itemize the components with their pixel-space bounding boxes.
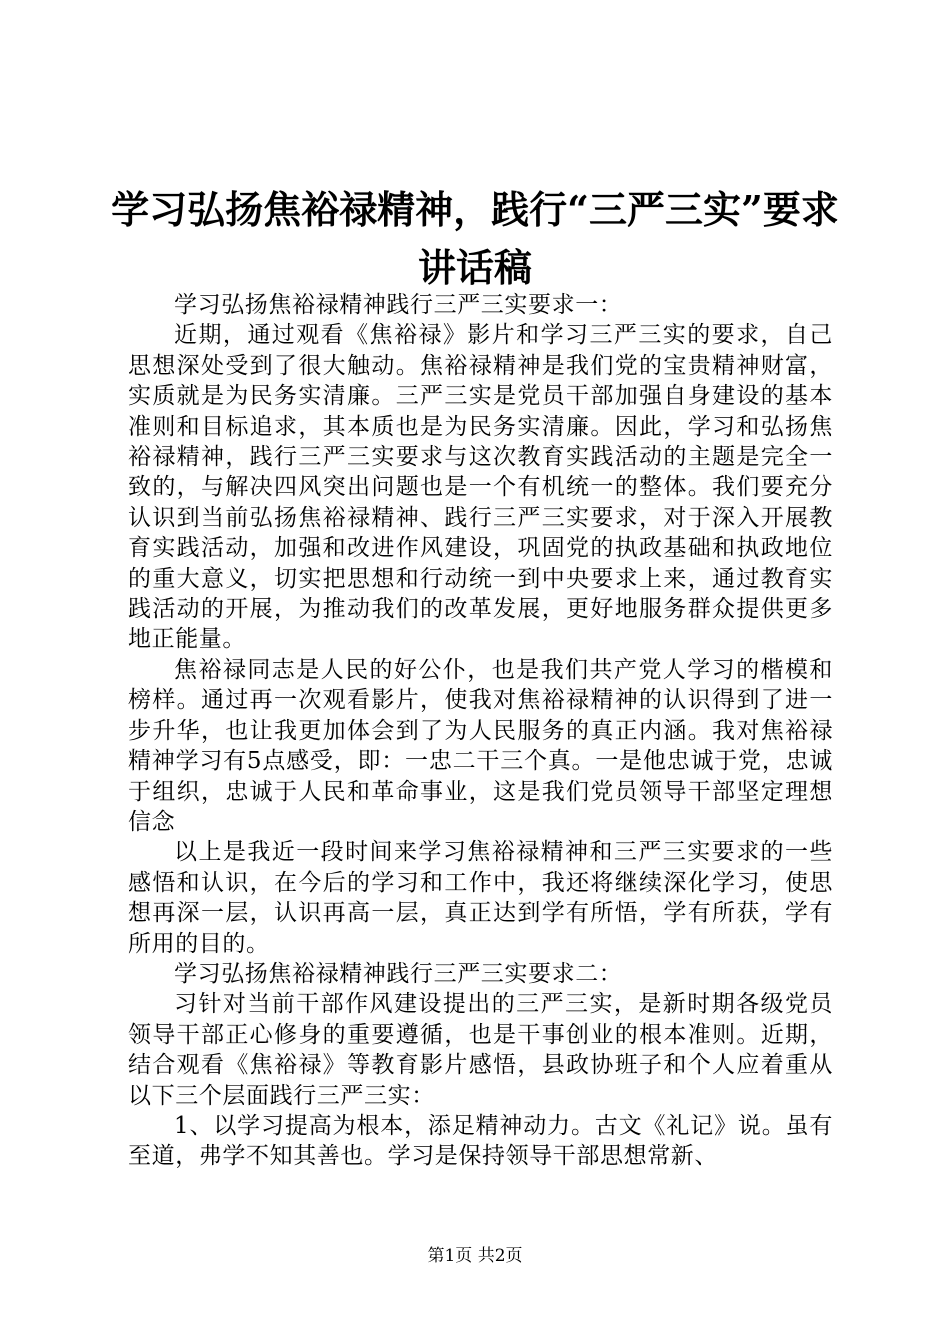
body-paragraph: 习针对当前干部作风建设提出的三严三实，是新时期各级党员领导干部正心修身的重要遵循，也是干事创业的根本准则。近期，结合观看《焦裕禄》等教育影片感悟，县政协班子和个人应着重从以下三个层面践行三严三实： <box>128 991 833 1109</box>
section-heading-2: 学习弘扬焦裕禄精神践行三严三实要求二： <box>174 960 623 987</box>
document-body <box>128 290 833 1172</box>
body-paragraph: 1、以学习提高为根本，添足精神动力。古文《礼记》说。虽有至道，弗学不知其善也。学习是保持领导干部思想常新、 <box>128 1112 833 1170</box>
section-heading-1: 学习弘扬焦裕禄精神践行三严三实要求一： <box>174 292 623 318</box>
document-title-line-1: 学习弘扬焦裕禄精神，践行“三严三实”要求 <box>111 187 839 232</box>
body-paragraph: 以上是我近一段时间来学习焦裕禄精神和三严三实要求的一些感悟和认识，在今后的学习和工作中，我还将继续深化学习，使思想再深一层，认识再高一层，真正达到学有所悟，学有所获，学有所用的目的。 <box>128 839 833 957</box>
page-number-footer: 第1页 共2页 <box>427 1246 523 1266</box>
body-paragraph: 近期，通过观看《焦裕禄》影片和学习三严三实的要求，自己思想深处受到了很大触动。焦裕禄精神是我们党的宝贵精神财富，实质就是为民务实清廉。三严三实是党员干部加强自身建设的基本准则和目标追求，其本质也是为民务实清廉。因此，学习和弘扬焦裕禄精神，践行三严三实要求与这次教育实践活动的主题是完全一致的，与解决四风突出问题也是一个有机统一的整体。我们要充分认识到当前弘扬焦裕禄精神、践行三严三实要求，对于深入开展教育实践活动，加强和改进作风建设，巩固党的执政基础和执政地位的重大意义，切实把思想和行动统一到中央要求上来，通过教育实践活动的开展，为推动我们的改革发展，更好地服务群众提供更多地正能量。 <box>128 322 833 653</box>
document-title-line-2: 讲话稿 <box>417 245 532 290</box>
body-paragraph: 焦裕禄同志是人民的好公仆，也是我们共产党人学习的楷模和榜样。通过再一次观看影片，使我对焦裕禄精神的认识得到了进一步升华，也让我更加体会到了为人民服务的真正内涵。我对焦裕禄精神学习有5点感受，即：一忠二干三个真。一是他忠诚于党，忠诚于组织，忠诚于人民和革命事业，这是我们党员领导干部坚定理想信念 <box>128 656 833 835</box>
